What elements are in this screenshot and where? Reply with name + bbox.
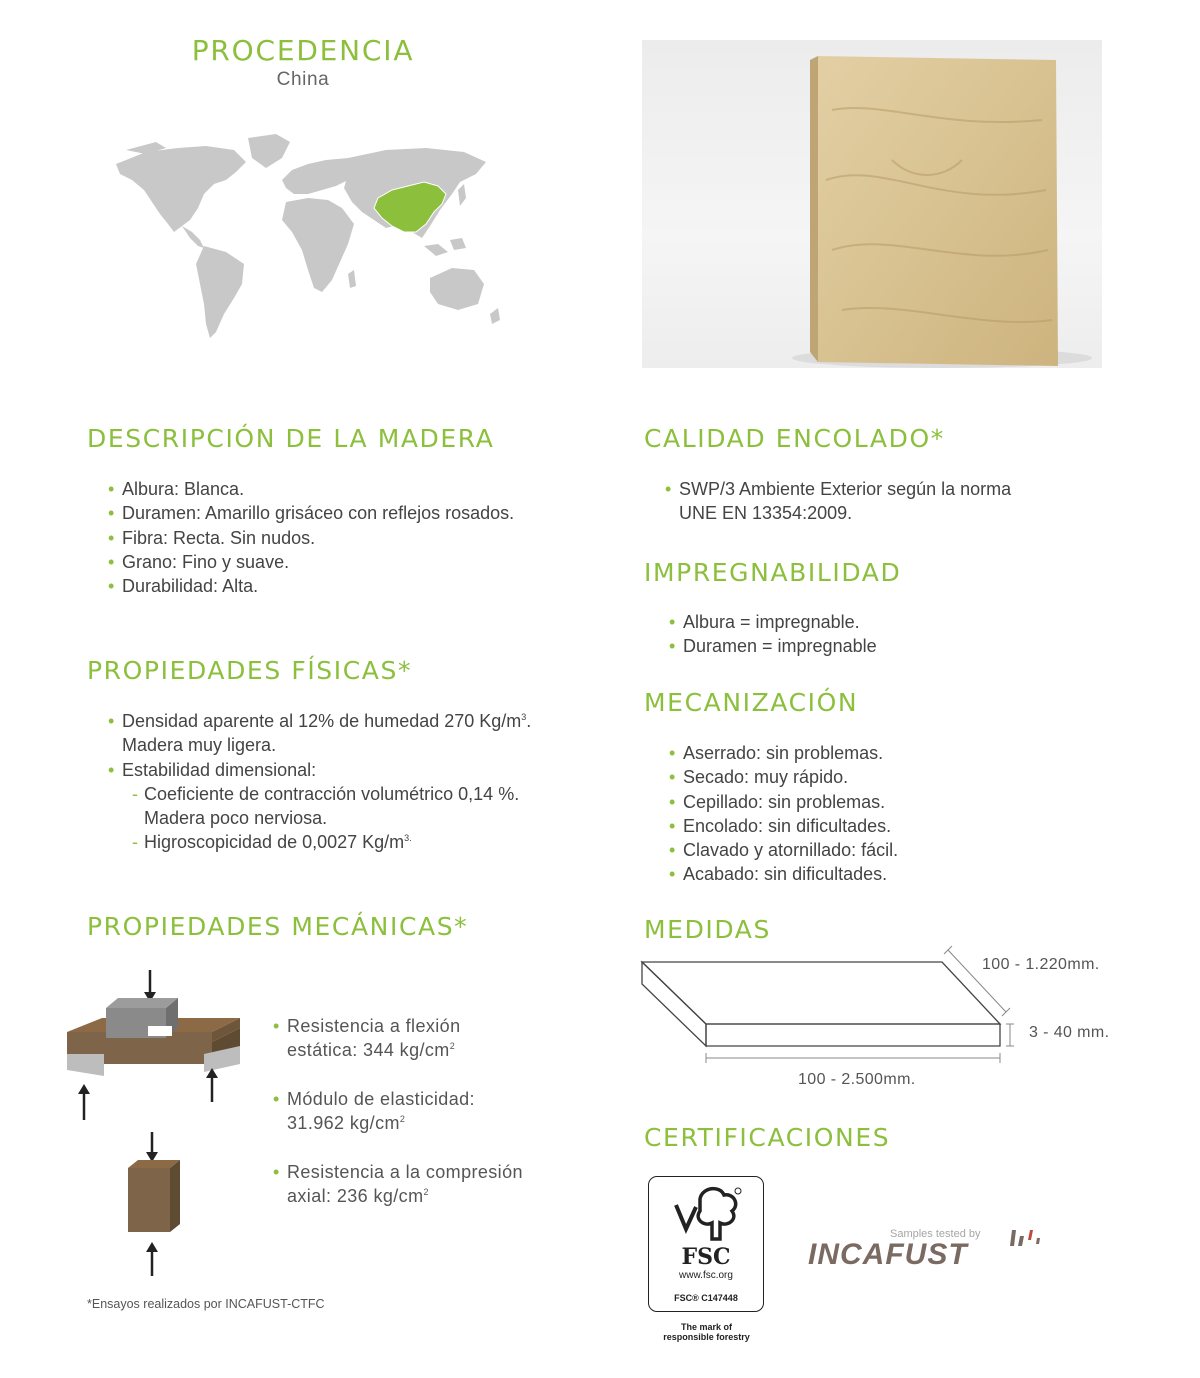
modulus-line-1: Módulo de elasticidad: — [287, 1089, 475, 1109]
impregnability-list — [669, 610, 877, 659]
fsc-code: FSC® C147448 — [674, 1293, 738, 1303]
gluing-line-2: UNE EN 13354:2009. — [679, 503, 853, 524]
mechanical-heading: PROPIEDADES MECÁNICAS* — [87, 912, 469, 941]
list-item: • Grano: Fino y suave. — [108, 550, 514, 574]
machining-heading: MECANIZACIÓN — [644, 688, 859, 717]
fsc-mark-line-2: responsible forestry — [663, 1332, 750, 1342]
compression-test-diagram — [118, 1130, 188, 1280]
list-item: • SWP/3 Ambiente Exterior según la norma — [665, 477, 1011, 501]
comp-sup: 2 — [423, 1187, 429, 1197]
density-sup: 3 — [521, 712, 527, 722]
density-text: Densidad aparente al 12% de humedad 270 Kg/m — [122, 711, 522, 731]
density-tail: . — [526, 711, 532, 731]
list-item: • Duramen = impregnable — [669, 634, 877, 658]
list-item: • Clavado y atornillado: fácil. — [669, 838, 898, 862]
north-america-shape — [116, 146, 246, 232]
comp-line-2: axial: 236 kg/cm — [287, 1186, 424, 1206]
machining-list — [669, 741, 898, 887]
list-subitem: - Coeficiente de contracción volumétrico 0,14 %. — [108, 782, 531, 806]
flex-line-1: Resistencia a flexión — [287, 1016, 461, 1036]
origin-heading: PROCEDENCIA — [191, 34, 415, 67]
comp-line-1: Resistencia a la compresión — [287, 1162, 523, 1182]
wood-sample-photo — [642, 40, 1102, 368]
description-list — [108, 477, 514, 598]
certifications-heading: CERTIFICACIONES — [644, 1123, 891, 1152]
world-map — [86, 128, 506, 348]
list-item: • Estabilidad dimensional: — [108, 758, 531, 782]
fsc-mark-line-1: The mark of — [680, 1322, 732, 1332]
list-subitem — [108, 830, 531, 854]
incafust-tagline: Samples tested by — [890, 1228, 981, 1240]
physical-list — [108, 709, 531, 855]
impregnability-heading: IMPREGNABILIDAD — [644, 558, 902, 587]
coef-note: Madera poco nerviosa. — [144, 808, 328, 829]
list-item-continued — [665, 501, 1011, 525]
fsc-tree-icon — [666, 1185, 746, 1241]
list-item: • Encolado: sin dificultades. — [669, 814, 898, 838]
list-item: • Cepillado: sin problemas. — [669, 790, 898, 814]
mech-flexion — [273, 1014, 461, 1062]
list-item — [108, 709, 531, 733]
fsc-name: FSC — [681, 1244, 731, 1270]
hygro-sup: 3. — [404, 833, 412, 844]
measure-thickness: 3 - 40 mm. — [1029, 1024, 1110, 1041]
mech-compression — [273, 1160, 523, 1208]
incafust-mark-icon — [1008, 1226, 1042, 1250]
list-item: • Acabado: sin dificultades. — [669, 862, 898, 886]
list-item: • Fibra: Recta. Sin nudos. — [108, 526, 514, 550]
list-subitem-continued — [108, 806, 531, 830]
list-item: • Secado: muy rápido. — [669, 765, 898, 789]
list-item: • Albura = impregnable. — [669, 610, 877, 634]
description-heading: DESCRIPCIÓN DE LA MADERA — [87, 424, 495, 453]
measure-width: 100 - 1.220mm. — [982, 956, 1100, 973]
mech-modulus — [273, 1087, 475, 1135]
fsc-mark-caption — [648, 1322, 765, 1342]
flex-sup: 2 — [449, 1041, 456, 1051]
density-note: Madera muy ligera. — [122, 735, 277, 756]
measure-length: 100 - 2.500mm. — [798, 1071, 916, 1088]
wood-block-illustration — [642, 40, 1102, 368]
australia-shape — [430, 268, 484, 310]
physical-heading: PROPIEDADES FÍSICAS* — [87, 656, 413, 685]
gluing-list — [665, 477, 1011, 526]
list-item-continued — [108, 733, 531, 757]
list-item: • Duramen: Amarillo grisáceo con reflejos rosados. — [108, 501, 514, 525]
footnote: *Ensayos realizados por INCAFUST-CTFC — [87, 1297, 325, 1311]
modulus-sup: 2 — [399, 1114, 406, 1124]
flex-line-2: estática: 344 kg/cm — [287, 1040, 450, 1060]
modulus-line-2: 31.962 kg/cm — [287, 1113, 400, 1133]
fsc-url: www.fsc.org — [679, 1270, 733, 1281]
incafust-logo-text: INCAFUST — [808, 1238, 968, 1271]
greenland-shape — [248, 134, 290, 168]
hygro-text: Higroscopicidad de 0,0027 Kg/m — [144, 832, 405, 853]
fsc-logo — [648, 1176, 764, 1312]
flexion-test-diagram — [62, 966, 252, 1126]
gluing-heading: CALIDAD ENCOLADO* — [644, 424, 945, 453]
list-item: • Albura: Blanca. — [108, 477, 514, 501]
south-america-shape — [196, 246, 244, 338]
list-item: • Durabilidad: Alta. — [108, 574, 514, 598]
africa-shape — [282, 198, 354, 292]
measures-heading: MEDIDAS — [644, 915, 771, 944]
list-item: • Aserrado: sin problemas. — [669, 741, 898, 765]
origin-country: China — [276, 69, 330, 90]
